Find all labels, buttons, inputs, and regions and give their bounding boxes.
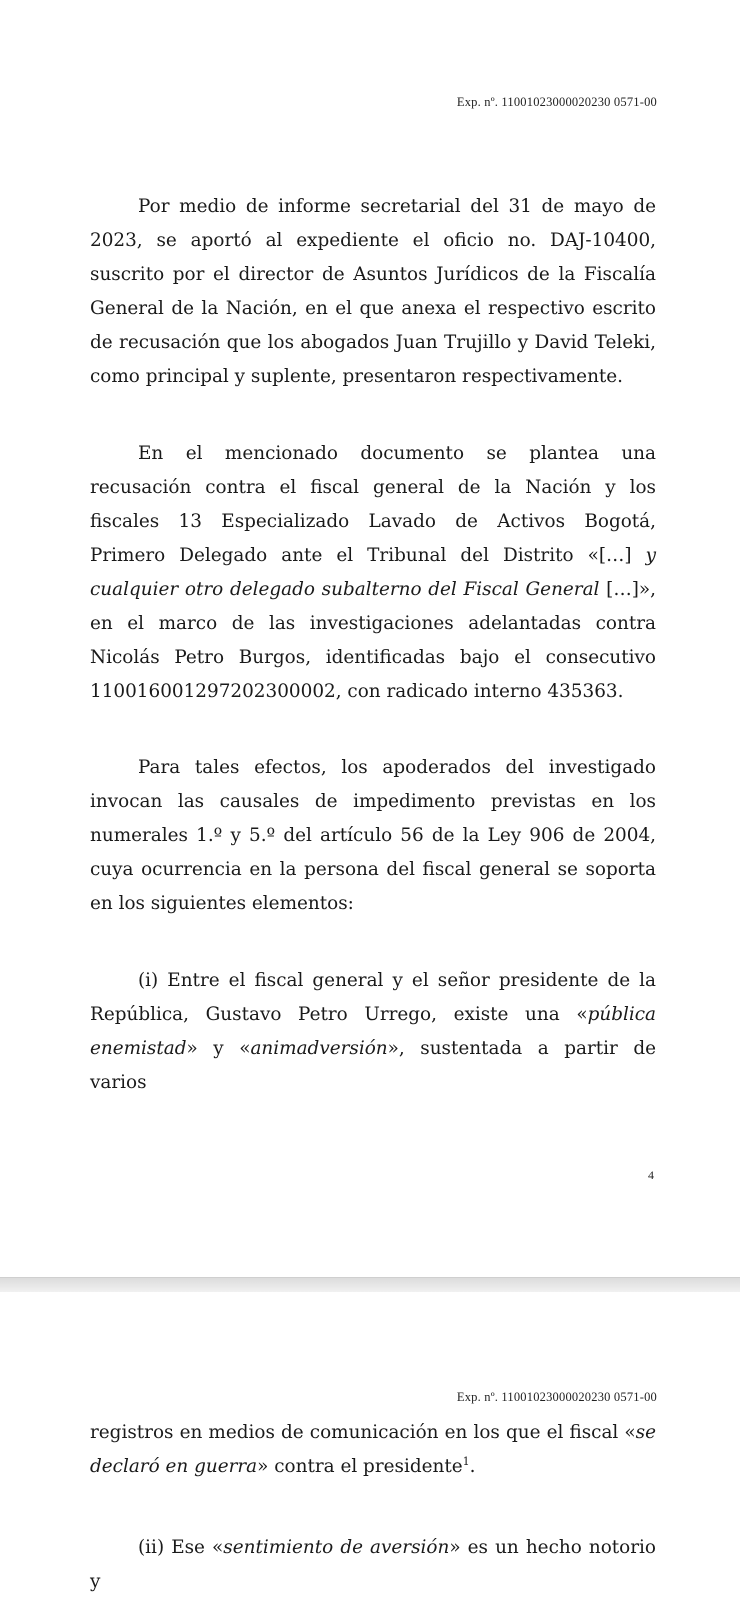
paragraph-text-a: En el mencionado documento se plantea una recusación contra el fiscal general de la Nación y los fiscales 13 Especializado Lavado de Activos Bogotá, Primero Delegado ante el Tribunal del Distrito «[…] xyxy=(90,443,656,566)
quote-sentimiento-de-aversion: sentimiento de aversión xyxy=(223,1537,450,1558)
paragraph-text: Para tales efectos, los apoderados del investigado invocan las causales de impedimento previstas en los numerales 1.º y 5.º del artículo 56 de la Ley 906 de 2004, cuya ocurrencia en la persona del fiscal general se soporta en los siguientes elementos: xyxy=(90,757,656,914)
paragraph-registros xyxy=(90,1416,656,1484)
paragraph-text-d: . xyxy=(469,1456,476,1477)
paragraph-recusacion xyxy=(90,437,656,709)
paragraph-text-c: » y « xyxy=(186,1038,251,1059)
paragraph-text-c: » es un hecho notorio y xyxy=(90,1537,656,1592)
quote-se-declaro-en-guerra: se declaró en guerra xyxy=(90,1422,656,1477)
quote-publica-enemistad: pública enemistad xyxy=(90,1004,656,1059)
document-page-2 xyxy=(0,1292,740,1600)
paragraph-text-e: », sustentada a partir de varios xyxy=(90,1038,657,1093)
quote-animadversion: animadversión xyxy=(250,1038,388,1059)
paragraph-item-i xyxy=(90,964,656,1100)
paragraph-text-a: (ii) Ese « xyxy=(138,1537,224,1558)
expediente-header: Exp. nº. 11001023000020230 0571-00 xyxy=(456,95,657,109)
paragraph-item-ii xyxy=(90,1531,656,1599)
paragraph-text-a: registros en medios de comunicación en los que el fiscal « xyxy=(90,1422,636,1443)
page-separator xyxy=(0,1277,740,1293)
paragraph-causales xyxy=(90,751,656,921)
paragraph-text-c: […]», en el marco de las investigaciones adelantadas contra Nicolás Petro Burgos, identificadas bajo el consecutivo 110016001297202300002, con radicado interno 435363. xyxy=(90,579,657,702)
paragraph-quote: y cualquier otro delegado subalterno del Fiscal General xyxy=(90,545,656,600)
paragraph-informe-secretarial xyxy=(90,190,656,394)
page-number: 4 xyxy=(648,1168,654,1182)
paragraph-text-a: (i) Entre el fiscal general y el señor presidente de la República, Gustavo Petro Urrego, existe una « xyxy=(90,970,656,1025)
paragraph-text-c: » contra el presidente xyxy=(257,1456,463,1477)
paragraph-text: Por medio de informe secretarial del 31 de mayo de 2023, se aportó al expediente el oficio no. DAJ-10400, suscrito por el director de Asuntos Jurídicos de la Fiscalía General de la Nación, en el que anexa el respectivo escrito de recusación que los abogados Juan Trujillo y David Teleki, como principal y suplente, presentaron respectivamente. xyxy=(90,196,656,387)
footnote-ref[interactable]: 1 xyxy=(462,1454,470,1468)
expediente-header: Exp. nº. 11001023000020230 0571-00 xyxy=(456,1390,657,1404)
